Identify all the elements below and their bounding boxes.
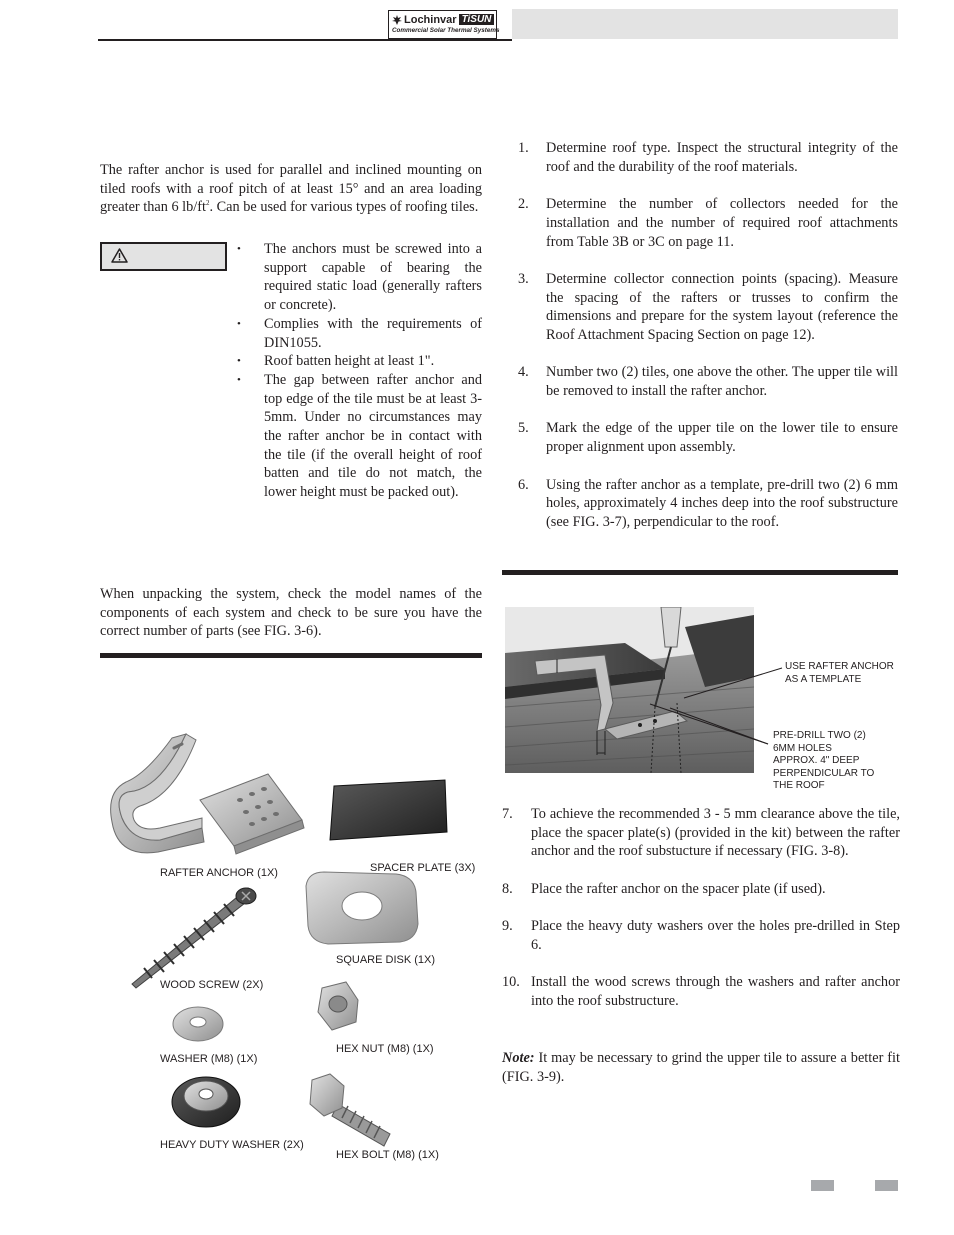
figure-37-rule — [502, 570, 898, 575]
step-item: 4. Number two (2) tiles, one above the other. The upper tile will be removed to install the rafter anchor. — [518, 364, 898, 400]
header-rule — [98, 39, 512, 41]
heavy-washer-illustration — [172, 1077, 240, 1127]
unpacking-paragraph: When unpacking the system, check the model names of the components of each system and check to be sure you have the correct number of parts (see FIG. 3-6). — [100, 586, 482, 640]
parts-figure — [100, 660, 485, 1170]
figure-37-label-template: USE RAFTER ANCHOR AS A TEMPLATE — [785, 661, 894, 685]
step-item: 5. Mark the edge of the upper tile on the lower tile to ensure proper alignment upon assembly. — [518, 420, 898, 456]
header-band — [512, 9, 898, 39]
part-label-hex-nut: HEX NUT (M8) (1X) — [336, 1043, 434, 1055]
hex-nut-illustration — [318, 982, 358, 1030]
hex-bolt-illustration — [310, 1074, 390, 1146]
step-item: 6. Using the rafter anchor as a template, pre-drill two (2) 6 mm holes, approximately 4 inches deep into the roof substructure (see FIG. 3-7), perpendicular to the roof. — [518, 476, 898, 530]
spacer-plate-illustration — [330, 780, 447, 840]
step-item: 3. Determine collector connection points (spacing). Measure the spacing of the rafters or trusses to confirm the dimensions and prepare for the system layout (reference the Roof Attachment Spacing Section on page 12). — [518, 270, 898, 343]
steps-list-b — [502, 805, 900, 1011]
logo-top — [392, 13, 494, 26]
steps-list-a — [518, 139, 898, 532]
warning-triangle-icon — [111, 248, 128, 263]
warning-box — [100, 242, 227, 271]
square-disk-illustration — [306, 872, 418, 944]
warning-bullets — [237, 240, 482, 502]
brand-logo — [388, 10, 500, 39]
step-item: 10. Install the wood screws through the washers and rafter anchor into the roof substructure. — [502, 974, 900, 1009]
warning-bullet: • Complies with the requirements of DIN1055. — [237, 315, 482, 352]
rafter-anchor-illustration — [111, 734, 304, 854]
part-label-rafter-anchor: RAFTER ANCHOR (1X) — [160, 867, 278, 879]
part-label-spacer-plate: SPACER PLATE (3X) — [370, 862, 476, 874]
part-label-square-disk: SQUARE DISK (1X) — [336, 954, 436, 966]
wood-screw-illustration — [132, 888, 256, 988]
figure-36-rule — [100, 653, 482, 658]
warning-bullet: • Roof batten height at least 1". — [237, 352, 482, 371]
flame-icon — [392, 15, 402, 25]
step-item: 7. To achieve the recommended 3 - 5 mm clearance above the tile, place the spacer plate(s) (provided in the kit) between the rafter anchor and the roof substucture if necessary (FIG. 3-8). — [502, 806, 900, 860]
step-item: 8. Place the rafter anchor on the spacer plate (if used). — [502, 880, 826, 897]
logo-brand2: TiSUN — [459, 14, 495, 25]
logo-tagline: Commercial Solar Thermal Systems — [392, 27, 500, 34]
washer-illustration — [173, 1007, 223, 1041]
part-label-heavy-washer: HEAVY DUTY WASHER (2X) — [160, 1139, 304, 1151]
note-paragraph: Note: It may be necessary to grind the upper tile to assure a better fit (FIG. 3-9). — [502, 1050, 900, 1085]
note-label: Note: — [502, 1050, 535, 1066]
step-item: 9. Place the heavy duty washers over the holes pre-drilled in Step 6. — [502, 918, 900, 953]
logo-brand: Lochinvar — [404, 13, 457, 26]
part-label-wood-screw: WOOD SCREW (2X) — [160, 979, 264, 991]
footer-tab-right — [875, 1180, 898, 1191]
step-item: 2. Determine the number of collectors needed for the installation and the number of required roof attachments from Table 3B or 3C on page 11. — [518, 196, 898, 250]
step-item: 1. Determine roof type. Inspect the structural integrity of the roof and the durability of the roof materials. — [518, 140, 898, 175]
figure-37-leaders — [640, 660, 790, 750]
warning-bullet: • The gap between rafter anchor and top edge of the tile must be at least 3-5mm. Under no circumstances may the rafter anchor be in contact with the tile (if the overall height of roof batten and tile do not match, the lower height must be packed out). — [237, 371, 482, 502]
footer-tab-left — [811, 1180, 834, 1191]
part-label-washer: WASHER (M8) (1X) — [160, 1053, 258, 1065]
part-label-hex-bolt: HEX BOLT (M8) (1X) — [336, 1149, 439, 1161]
intro-paragraph: The rafter anchor is used for parallel and inclined mounting on tiled roofs with a roof pitch of at least 15° and an area loading greater than 6 $lb/ft^2$. Can be used for various types of roofing tiles. — [100, 162, 482, 216]
warning-bullet: • The anchors must be screwed into a support capable of bearing the required static load (generally rafters or concrete). — [237, 240, 482, 315]
figure-37-label-predrill: PRE-DRILL TWO (2) 6MM HOLES APPROX. 4" DEEP PERPENDICULAR TO THE ROOF — [773, 730, 875, 791]
